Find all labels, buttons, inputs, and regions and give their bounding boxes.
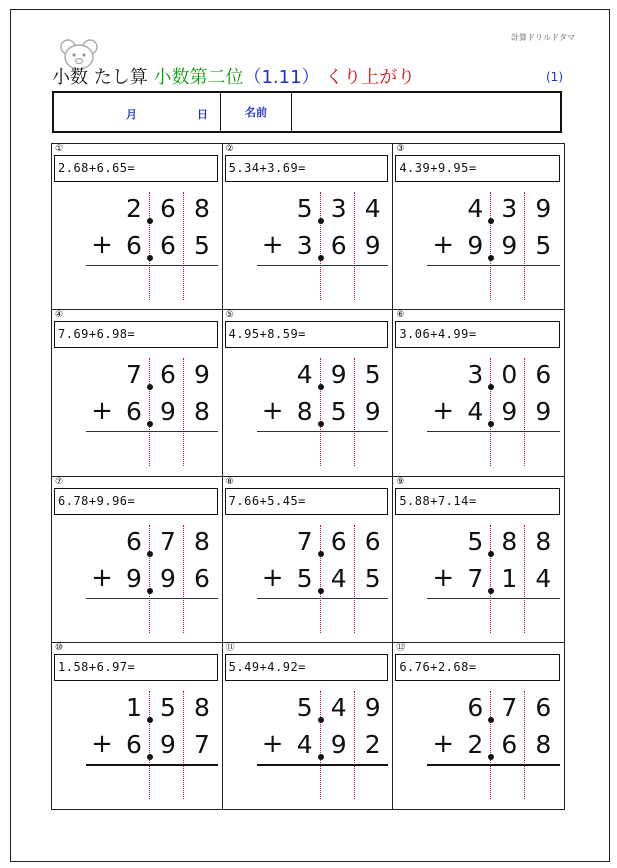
- problem-expression: 6.78+9.96=: [54, 488, 218, 515]
- augend-digit: 8: [194, 692, 210, 722]
- augend-digit: 5: [160, 692, 176, 722]
- augend-digit: 4: [330, 692, 347, 722]
- problem-expression: 5.34+3.69=: [225, 155, 389, 182]
- plus-sign: +: [432, 230, 455, 260]
- augend-digit: 8: [535, 526, 552, 556]
- sum-line: [257, 764, 389, 766]
- addend-digit: 6: [160, 231, 176, 260]
- augend-digit: 8: [194, 194, 210, 223]
- decimal-point: [488, 551, 494, 557]
- augend-digit: 7: [501, 692, 518, 722]
- decimal-point: [318, 717, 324, 723]
- addend-digit: 6: [126, 397, 142, 427]
- problem-expression: 7.66+5.45=: [225, 488, 389, 515]
- answer-area[interactable]: [86, 268, 218, 304]
- name-label: 名前: [221, 93, 292, 131]
- sum-line: [257, 265, 389, 266]
- addend-digit: 1: [501, 563, 518, 593]
- plus-sign: +: [261, 562, 284, 593]
- addend-digit: 2: [364, 729, 381, 759]
- decimal-point: [318, 588, 324, 594]
- problem-number: ⑥: [396, 310, 405, 321]
- decimal-point: [147, 717, 153, 723]
- plus-sign: +: [91, 230, 113, 260]
- addend-digit: 4: [330, 563, 347, 593]
- augend-digit: 2: [126, 194, 142, 223]
- addend-digit: 6: [126, 231, 142, 260]
- decimal-point: [147, 754, 153, 760]
- plus-sign: +: [91, 562, 113, 593]
- addend-digit: 9: [126, 563, 142, 593]
- answer-area[interactable]: [86, 601, 218, 637]
- sum-line: [427, 265, 560, 266]
- addend-digit: 7: [194, 729, 210, 759]
- sum-line: [427, 764, 560, 766]
- augend-digit: 3: [330, 194, 347, 223]
- addend-digit: 4: [535, 563, 552, 593]
- augend-digit: 6: [160, 194, 176, 223]
- augend-digit: 4: [296, 360, 313, 390]
- augend-digit: 3: [467, 360, 484, 390]
- addend-digit: 9: [160, 397, 176, 427]
- problem-cell: [393, 310, 564, 476]
- answer-area[interactable]: [257, 767, 389, 803]
- decimal-point: [147, 218, 153, 224]
- augend-digit: 6: [160, 360, 176, 390]
- problem-grid: [51, 143, 565, 810]
- sum-line: [257, 431, 389, 432]
- sum-line: [257, 598, 389, 599]
- answer-area[interactable]: [427, 767, 560, 803]
- augend-digit: 5: [296, 194, 313, 223]
- addend-digit: 4: [296, 729, 313, 759]
- decimal-point: [318, 384, 324, 390]
- decimal-point: [147, 255, 153, 261]
- brand-label: 計算ドリルドタマ: [511, 33, 575, 42]
- answer-area[interactable]: [427, 601, 560, 637]
- answer-area[interactable]: [257, 268, 389, 304]
- plus-sign: +: [91, 396, 113, 427]
- augend-digit: 5: [467, 526, 484, 556]
- addend-digit: 5: [364, 563, 381, 593]
- addend-digit: 8: [194, 397, 210, 427]
- augend-digit: 5: [296, 692, 313, 722]
- augend-digit: 9: [535, 194, 552, 223]
- problem-cell: [52, 144, 223, 310]
- problem-number: ⑤: [225, 310, 234, 321]
- addend-digit: 6: [126, 729, 142, 759]
- page-title: [52, 63, 415, 89]
- problem-number: ④: [55, 310, 64, 321]
- sum-line: [86, 764, 218, 766]
- decimal-point: [318, 218, 324, 224]
- plus-sign: +: [432, 562, 455, 593]
- problem-number: ⑨: [396, 476, 405, 487]
- augend-digit: 3: [501, 194, 518, 223]
- addend-digit: 9: [467, 231, 484, 260]
- augend-digit: 7: [126, 360, 142, 390]
- augend-digit: 6: [535, 692, 552, 722]
- answer-area[interactable]: [427, 434, 560, 470]
- augend-digit: 0: [501, 360, 518, 390]
- augend-digit: 7: [160, 526, 176, 556]
- name-field[interactable]: [292, 93, 560, 131]
- sum-line: [86, 598, 218, 599]
- addend-digit: 9: [501, 397, 518, 427]
- problem-expression: 5.88+7.14=: [395, 488, 560, 515]
- problem-cell: [52, 643, 223, 809]
- title-carry: くり上がり: [325, 67, 416, 88]
- addend-digit: 8: [296, 397, 313, 427]
- sum-line: [427, 598, 560, 599]
- problem-cell: [393, 477, 564, 643]
- addend-digit: 3: [296, 231, 313, 260]
- augend-digit: 8: [501, 526, 518, 556]
- answer-area[interactable]: [257, 601, 389, 637]
- problem-expression: 7.69+6.98=: [54, 321, 218, 348]
- sum-line: [86, 265, 218, 266]
- decimal-point: [318, 255, 324, 261]
- augend-digit: 6: [535, 360, 552, 390]
- problem-number: ⑫: [396, 642, 406, 653]
- augend-digit: 1: [126, 692, 142, 722]
- addend-digit: 6: [501, 729, 518, 759]
- problem-expression: 4.95+8.59=: [225, 321, 389, 348]
- sum-line: [427, 431, 560, 432]
- augend-digit: 9: [364, 692, 381, 722]
- problem-number: ⑩: [55, 642, 64, 653]
- answer-area[interactable]: [86, 434, 218, 470]
- augend-digit: 4: [467, 194, 484, 223]
- augend-digit: 4: [364, 194, 381, 223]
- decimal-point: [318, 551, 324, 557]
- day-label: 日: [197, 108, 208, 121]
- plus-sign: +: [261, 230, 284, 260]
- addend-digit: 9: [160, 729, 176, 759]
- addend-digit: 9: [364, 397, 381, 427]
- addend-digit: 5: [194, 231, 210, 260]
- augend-digit: 6: [330, 526, 347, 556]
- problem-expression: 6.76+2.68=: [395, 654, 560, 681]
- addend-digit: 6: [330, 231, 347, 260]
- title-level: 小数第二位: [153, 67, 244, 88]
- title-code: （1.11）: [243, 67, 320, 88]
- addend-digit: 7: [467, 563, 484, 593]
- month-label: 月: [126, 108, 137, 121]
- problem-cell: [223, 144, 394, 310]
- problem-expression: 4.39+9.95=: [395, 155, 560, 182]
- problem-cell: [223, 643, 394, 809]
- problem-cell: [52, 477, 223, 643]
- problem-number: ③: [396, 144, 405, 154]
- addend-digit: 5: [330, 397, 347, 427]
- decimal-point: [488, 588, 494, 594]
- sum-line: [86, 431, 218, 432]
- plus-sign: +: [91, 728, 113, 759]
- sheet-number: (1): [546, 70, 563, 84]
- addend-digit: 9: [160, 563, 176, 593]
- date-field[interactable]: [54, 93, 221, 131]
- plus-sign: +: [432, 396, 455, 427]
- problem-expression: 3.06+4.99=: [395, 321, 560, 348]
- problem-cell: [393, 643, 564, 809]
- problem-number: ②: [225, 144, 234, 154]
- decimal-point: [318, 754, 324, 760]
- problem-number: ⑧: [225, 476, 234, 487]
- addend-digit: 9: [330, 729, 347, 759]
- problem-cell: [223, 477, 394, 643]
- augend-digit: 6: [126, 526, 142, 556]
- addend-digit: 9: [364, 231, 381, 260]
- augend-digit: 6: [364, 526, 381, 556]
- augend-digit: 9: [330, 360, 347, 390]
- decimal-point: [147, 588, 153, 594]
- problem-expression: 5.49+4.92=: [225, 654, 389, 681]
- addend-digit: 9: [535, 397, 552, 427]
- answer-area[interactable]: [257, 434, 389, 470]
- plus-sign: +: [432, 728, 455, 759]
- addend-digit: 9: [501, 231, 518, 260]
- augend-digit: 6: [467, 692, 484, 722]
- augend-digit: 9: [194, 360, 210, 390]
- title-topic: 小数 たし算: [52, 67, 148, 88]
- problem-number: ⑦: [55, 476, 64, 487]
- problem-cell: [52, 310, 223, 476]
- problem-number: ⑪: [225, 642, 235, 653]
- addend-digit: 4: [467, 397, 484, 427]
- addend-digit: 2: [467, 729, 484, 759]
- decimal-point: [147, 551, 153, 557]
- answer-area[interactable]: [86, 767, 218, 803]
- augend-digit: 8: [194, 526, 210, 556]
- problem-expression: 2.68+6.65=: [54, 155, 218, 182]
- addend-digit: 6: [194, 563, 210, 593]
- problem-expression: 1.58+6.97=: [54, 654, 218, 681]
- name-date-header: [52, 91, 562, 133]
- addend-digit: 5: [535, 231, 552, 260]
- plus-sign: +: [261, 396, 284, 427]
- augend-digit: 5: [364, 360, 381, 390]
- answer-area[interactable]: [427, 268, 560, 304]
- augend-digit: 7: [296, 526, 313, 556]
- decimal-point: [318, 421, 324, 427]
- problem-number: ①: [55, 144, 64, 154]
- addend-digit: 8: [535, 729, 552, 759]
- problem-cell: [393, 144, 564, 310]
- problem-cell: [223, 310, 394, 476]
- addend-digit: 5: [296, 563, 313, 593]
- plus-sign: +: [261, 728, 284, 759]
